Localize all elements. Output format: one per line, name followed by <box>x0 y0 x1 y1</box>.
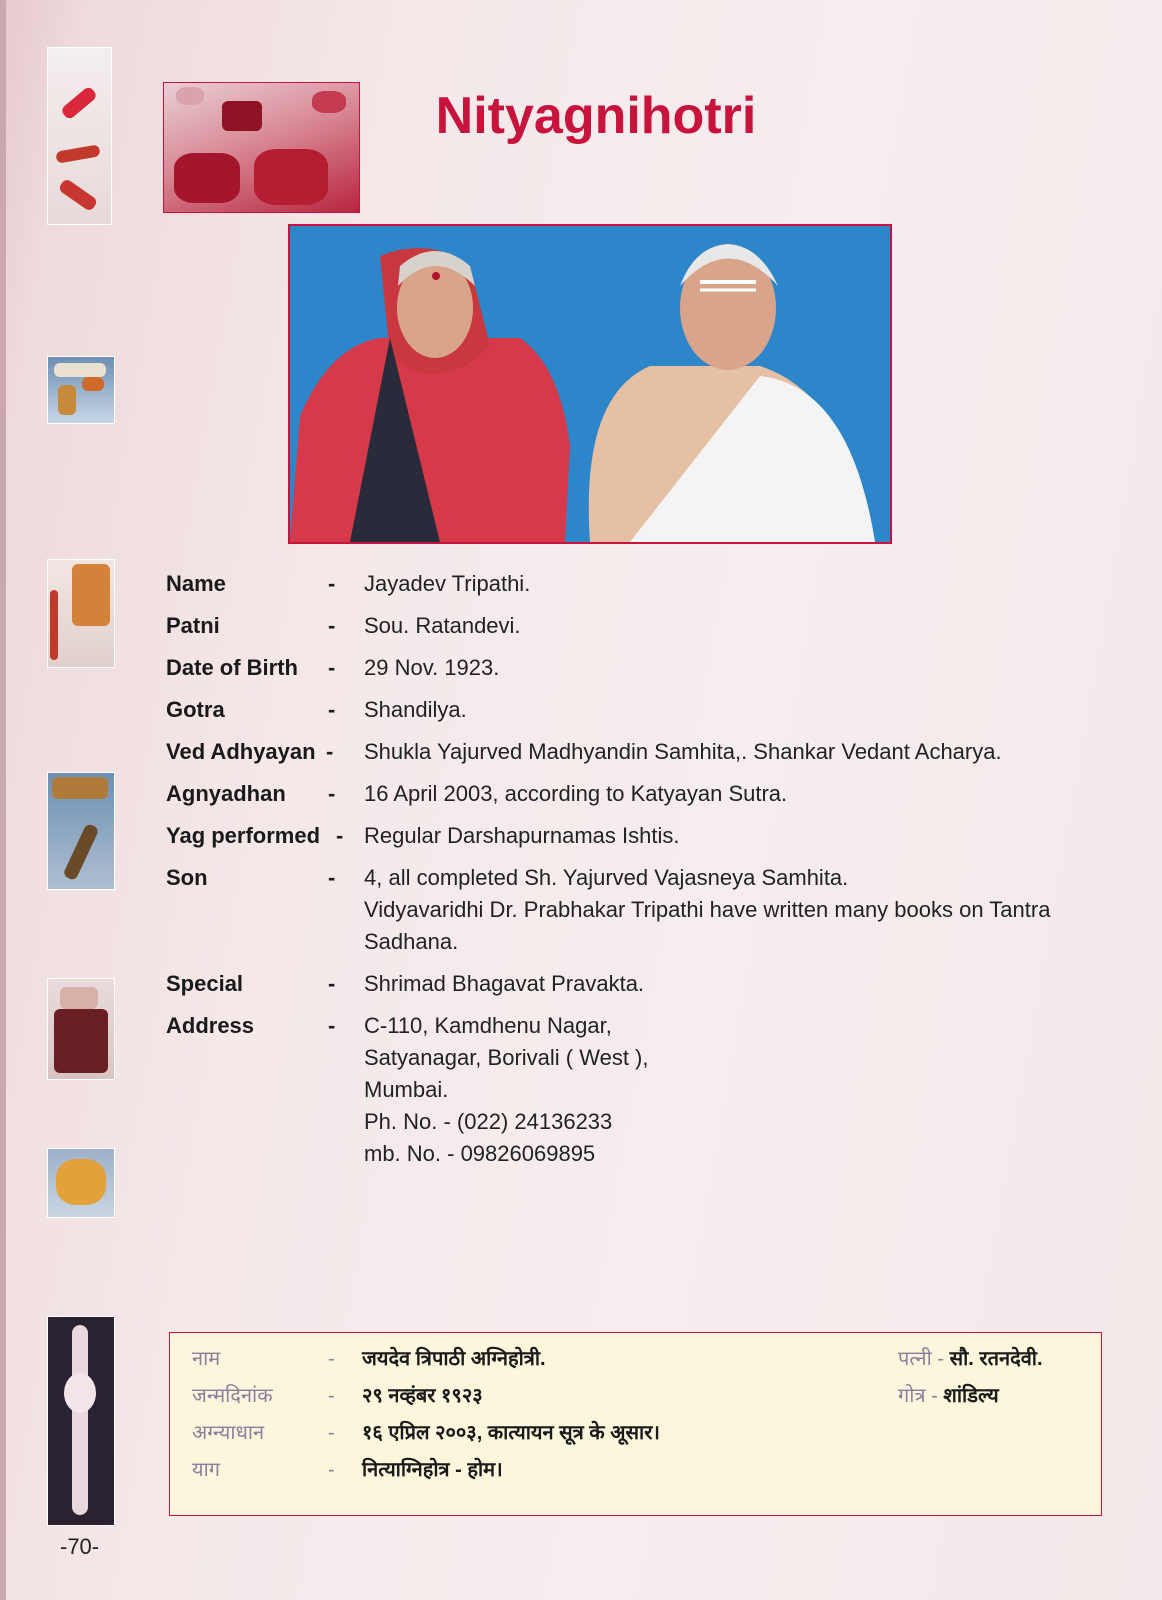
value-line: Shrimad Bhagavat Pravakta. <box>364 971 645 996</box>
separator: - <box>328 655 336 680</box>
separator: - <box>328 1013 336 1038</box>
detail-label: Special <box>166 971 244 996</box>
separator: - <box>328 971 336 996</box>
hindi-label: नाम <box>192 1348 221 1370</box>
value-line: Vidyavaridhi Dr. Prabhakar Tripathi have written many books on Tantra <box>364 897 1051 922</box>
separator: - <box>326 739 334 764</box>
detail-label: Yag performed <box>166 823 321 848</box>
separator: - <box>328 1422 335 1444</box>
ladle-image <box>47 1148 115 1218</box>
hindi-label: अग्न्याधान <box>192 1422 265 1444</box>
hindi-label: जन्मदिनांक <box>192 1385 273 1407</box>
value-line: Sadhana. <box>364 929 459 954</box>
separator: - <box>328 1385 335 1407</box>
page-title: Nityagnihotri <box>435 87 757 145</box>
portrait-figures <box>290 226 890 542</box>
detail-label: Name <box>166 571 226 596</box>
value-line: 4, all completed Sh. Yajurved Vajasneya Samhita. <box>364 865 849 890</box>
value-line: mb. No. - 09826069895 <box>364 1141 596 1166</box>
ritual-tools-image <box>47 356 115 424</box>
ritual-spoons-image <box>47 47 112 225</box>
hindi-row-gotra <box>898 1382 999 1410</box>
agnihotra-altar-photo <box>163 82 360 213</box>
detail-value <box>364 652 1104 684</box>
separator: - <box>328 613 336 638</box>
value-line: Shandilya. <box>364 697 467 722</box>
detail-label: Son <box>166 865 208 890</box>
offering-pot-image <box>47 978 115 1080</box>
hindi-value: २९ नव्हंबर १९२३ <box>362 1385 483 1407</box>
value-line: Regular Darshapurnamas Ishtis. <box>364 823 680 848</box>
separator: - <box>328 697 336 722</box>
separator: - <box>328 781 336 806</box>
hindi-value: नित्याग्निहोत्र - होम। <box>362 1459 503 1481</box>
detail-value <box>364 694 1104 726</box>
value-line: Jayadev Tripathi. <box>364 571 531 596</box>
wooden-implements-image <box>47 772 115 890</box>
detail-label: Date of Birth <box>166 655 298 680</box>
couple-portrait-photo <box>288 224 892 544</box>
separator: - <box>328 1348 335 1370</box>
hindi-row-patni <box>898 1345 1043 1373</box>
detail-value <box>364 610 1104 642</box>
value-line: Mumbai. <box>364 1077 449 1102</box>
hindi-label: याग <box>192 1459 221 1481</box>
detail-label: Gotra <box>166 697 225 722</box>
detail-value <box>364 820 1104 852</box>
separator: - <box>336 823 344 848</box>
value-line: Ph. No. - (022) 24136233 <box>364 1109 613 1134</box>
detail-value <box>364 1010 1104 1170</box>
wooden-vessel-image <box>47 559 115 668</box>
detail-value <box>364 568 1104 600</box>
detail-label: Ved Adhyayan <box>166 739 316 764</box>
page-edge <box>0 0 6 1600</box>
value-line: 16 April 2003, according to Katyayan Sutra. <box>364 781 788 806</box>
detail-value <box>364 736 1104 768</box>
hindi-value: शांडिल्य <box>943 1385 999 1407</box>
hindi-value: सौ. रतनदेवी. <box>949 1348 1043 1370</box>
detail-value <box>364 968 1104 1000</box>
separator: - <box>937 1348 945 1370</box>
separator: - <box>328 571 336 596</box>
value-line: Satyanagar, Borivali ( West ), <box>364 1045 649 1070</box>
value-line: Sou. Ratandevi. <box>364 613 521 638</box>
detail-label: Address <box>166 1013 255 1038</box>
page-number: -70- <box>60 1534 100 1559</box>
hindi-value: जयदेव त्रिपाठी अग्निहोत्री. <box>362 1348 546 1370</box>
detail-label: Agnyadhan <box>166 781 286 806</box>
hindi-value: १६ एप्रिल २००३, कात्यायन सूत्र के अूसार। <box>362 1422 660 1444</box>
separator: - <box>328 1459 335 1481</box>
value-line: C-110, Kamdhenu Nagar, <box>364 1013 612 1038</box>
hindi-summary-box <box>169 1332 1102 1516</box>
carved-spoon-image <box>47 1316 115 1526</box>
detail-value <box>364 778 1104 810</box>
detail-label: Patni <box>166 613 220 638</box>
value-line: Shukla Yajurved Madhyandin Samhita,. Shankar Vedant Acharya. <box>364 739 1002 764</box>
hindi-label: गोत्र <box>898 1385 926 1407</box>
detail-value <box>364 862 1104 958</box>
separator: - <box>328 865 336 890</box>
separator: - <box>931 1385 938 1407</box>
hindi-label: पत्नी <box>898 1348 932 1370</box>
value-line: 29 Nov. 1923. <box>364 655 500 680</box>
